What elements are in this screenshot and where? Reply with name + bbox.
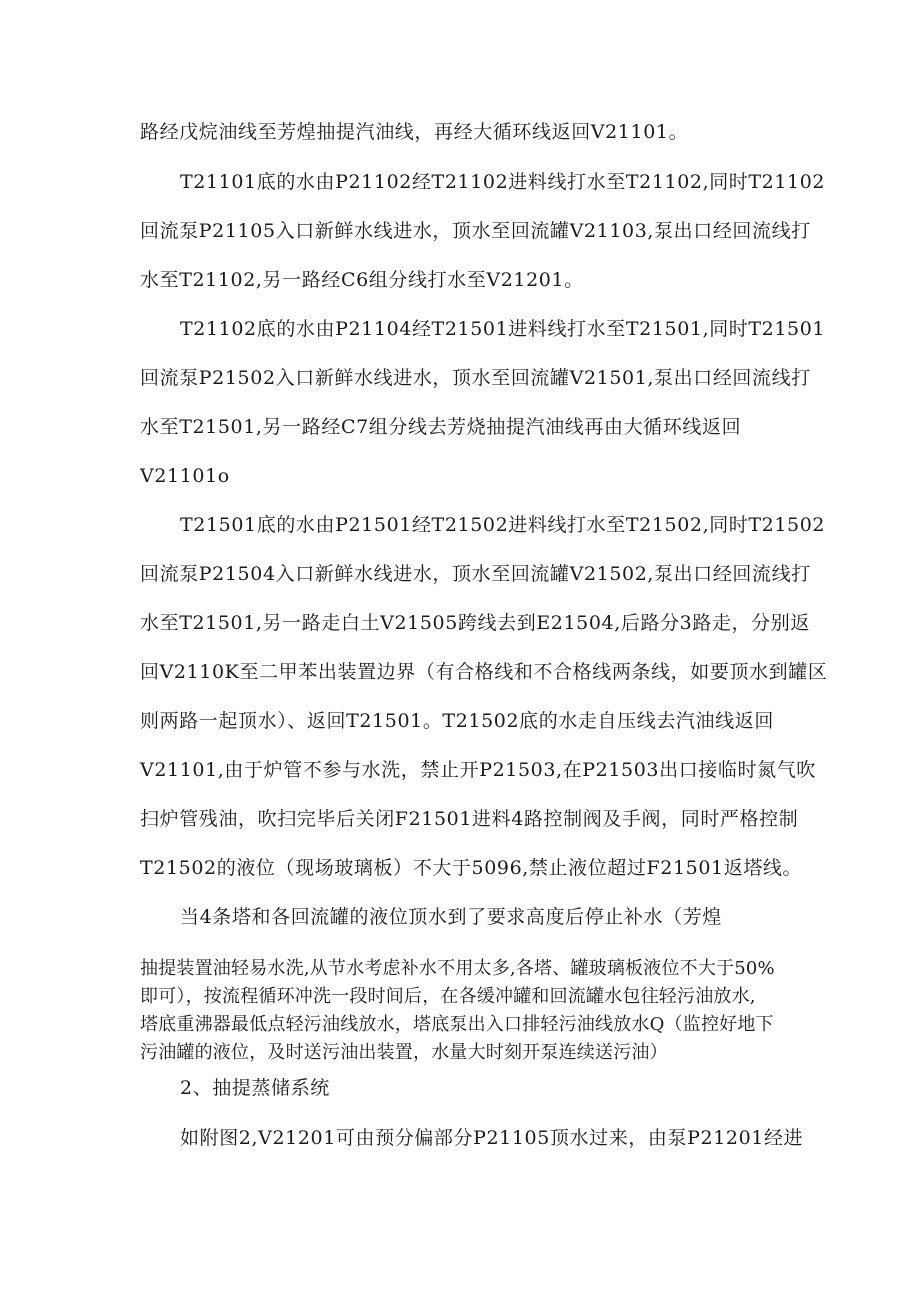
paragraph-line: 则两路一起顶水）、返回T21501。T21502底的水走自压线去汽油线返回 <box>140 710 774 732</box>
paragraph-line: 水至T21501,另一路经C7组分线去芳烧抽提汽油线再由大循环线返回 <box>140 416 742 438</box>
paragraph-line: T21502的液位（现场玻璃板）不大于5096,禁止液位超过F21501返塔线。 <box>140 857 803 879</box>
paragraph-line: 污油罐的液位，及时送污油出装置，水量大时刻开泵连续送污油） <box>140 1042 668 1063</box>
paragraph-line: V21101,由于炉管不参与水洗，禁止开P21503,在P21503出口接临时氮气吹 <box>140 759 816 781</box>
paragraph-line: T21102底的水由P21104经T21501进料线打水至T21501,同时T21501 <box>180 318 826 340</box>
paragraph-line: 扫炉管残油，吹扫完毕后关闭F21501进料4路控制阀及手阀，同时严格控制 <box>140 808 799 830</box>
paragraph-line: 回V2110K至二甲苯出装置边界（有合格线和不合格线两条线，如要顶水到罐区 <box>140 661 828 683</box>
paragraph-line: 水至T21102,另一路经C6组分线打水至V21201。 <box>140 269 584 291</box>
paragraph-line: 水至T21501,另一路走白土V21505跨线去到E21504,后路分3路走，分别返 <box>140 612 810 634</box>
paragraph-line: 抽提装置油轻易水洗,从节水考虑补水不用太多,各塔、罐玻璃板液位不大于50% <box>140 958 775 979</box>
paragraph-line: 回流泵P21105入口新鲜水线进水，顶水至回流罐V21103,泵出口经回流线打 <box>140 220 811 242</box>
paragraph-line: 如附图2,V21201可由预分偏部分P21105顶水过来，由泵P21201经进 <box>180 1127 804 1149</box>
paragraph-line: 当4条塔和各回流罐的液位顶水到了要求高度后停止补水（芳煌 <box>180 906 722 928</box>
paragraph-line: 回流泵P21504入口新鲜水线进水，顶水至回流罐V21502,泵出口经回流线打 <box>140 563 811 585</box>
paragraph-line: V21101o <box>140 465 230 487</box>
paragraph-line: T21101底的水由P21102经T21102进料线打水至T21102,同时T21102 <box>180 171 826 193</box>
paragraph-line: 路经戊烷油线至芳煌抽提汽油线，再经大循环线返回V21101。 <box>140 121 689 143</box>
paragraph-line: T21501底的水由P21501经T21502进料线打水至T21502,同时T21502 <box>180 514 826 536</box>
section-heading: 2、抽提蒸储系统 <box>180 1077 330 1099</box>
paragraph-line: 即可），按流程循环冲洗一段时间后，在各缓冲罐和回流罐水包往轻污油放水, <box>140 986 756 1007</box>
paragraph-line: 塔底重沸器最低点轻污油线放水，塔底泵出入口排轻污油线放水Q（监控好地下 <box>140 1014 774 1035</box>
paragraph-line: 回流泵P21502入口新鲜水线进水，顶水至回流罐V21501,泵出口经回流线打 <box>140 367 811 389</box>
